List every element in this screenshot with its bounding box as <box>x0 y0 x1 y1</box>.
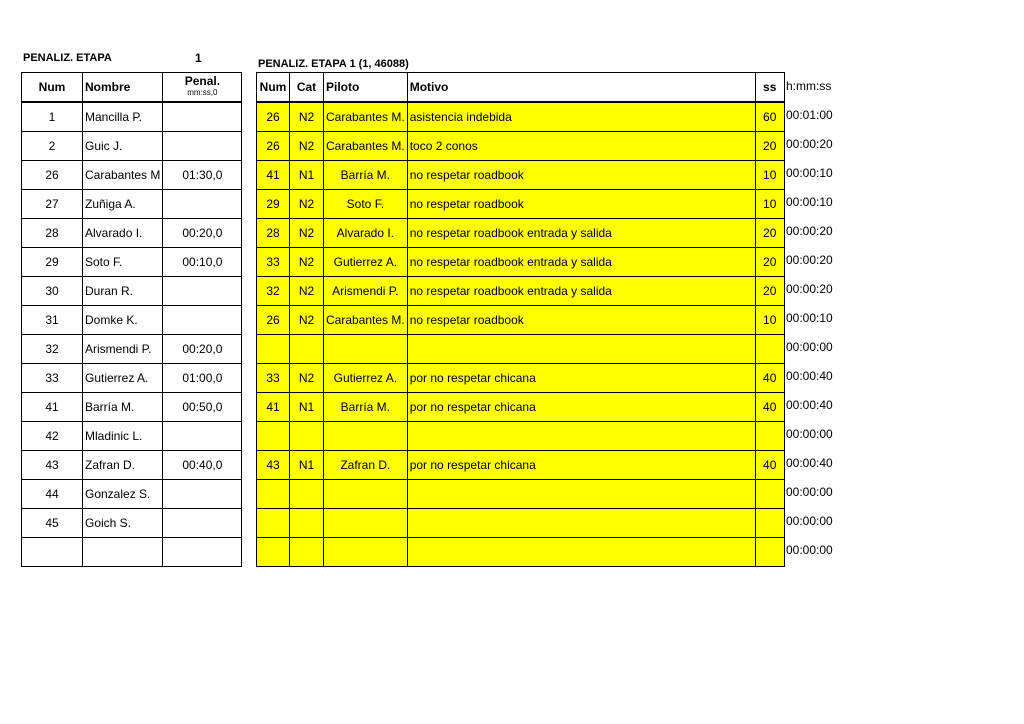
table-row <box>257 277 785 306</box>
penal-cell <box>163 480 242 509</box>
num-cell: 30 <box>22 277 83 306</box>
right-title: PENALIZ. ETAPA 1 (1, 46088) <box>258 58 409 70</box>
table-row <box>257 538 785 567</box>
table-row <box>22 422 242 451</box>
nombre-cell: Zafran D. <box>83 451 163 480</box>
penal-cell: 01:30,0 <box>163 161 242 190</box>
motivo-cell <box>407 480 755 509</box>
num-cell: 42 <box>22 422 83 451</box>
nombre-cell: Domke K. <box>83 306 163 335</box>
time-cell: 00:00:20 <box>786 224 833 238</box>
time-cell: 00:00:20 <box>786 253 833 267</box>
num-cell: 1 <box>22 102 83 132</box>
left-title: PENALIZ. ETAPA <box>23 52 112 64</box>
left-stage-number: 1 <box>195 51 202 65</box>
ss-cell: 20 <box>755 132 784 161</box>
col-time-header: h:mm:ss <box>786 79 832 93</box>
cat-cell <box>290 335 324 364</box>
num-cell <box>257 422 290 451</box>
piloto-cell: Gutierrez A. <box>324 248 408 277</box>
time-cell: 00:00:20 <box>786 137 833 151</box>
time-cell: 00:00:20 <box>786 282 833 296</box>
num-cell: 2 <box>22 132 83 161</box>
col-num-header: Num <box>257 73 290 103</box>
motivo-cell: por no respetar chicana <box>407 451 755 480</box>
num-cell: 33 <box>257 364 290 393</box>
time-cell: 00:00:00 <box>786 427 833 441</box>
ss-cell <box>755 509 784 538</box>
num-cell <box>257 538 290 567</box>
penal-label: Penal. <box>184 74 221 88</box>
time-cell: 00:00:00 <box>786 485 833 499</box>
num-cell: 27 <box>22 190 83 219</box>
table-row <box>257 102 785 132</box>
piloto-cell: Gutierrez A. <box>324 364 408 393</box>
nombre-cell: Mancilla P. <box>83 102 163 132</box>
piloto-cell <box>324 509 408 538</box>
penal-cell <box>163 190 242 219</box>
col-piloto-header: Piloto <box>324 73 408 103</box>
cat-cell: N1 <box>290 451 324 480</box>
table-row <box>257 451 785 480</box>
piloto-cell: Alvarado I. <box>324 219 408 248</box>
time-cell: 00:00:10 <box>786 166 833 180</box>
num-cell: 26 <box>257 306 290 335</box>
num-cell: 26 <box>257 102 290 132</box>
table-row <box>22 538 242 567</box>
cat-cell: N2 <box>290 102 324 132</box>
table-row <box>257 248 785 277</box>
nombre-cell: Arismendi P. <box>83 335 163 364</box>
nombre-cell: Zuñiga A. <box>83 190 163 219</box>
motivo-cell: no respetar roadbook entrada y salida <box>407 277 755 306</box>
cat-cell: N2 <box>290 190 324 219</box>
table-row <box>22 480 242 509</box>
num-cell: 33 <box>22 364 83 393</box>
ss-cell: 40 <box>755 451 784 480</box>
penal-cell <box>163 132 242 161</box>
cat-cell: N2 <box>290 306 324 335</box>
motivo-cell: por no respetar chicana <box>407 393 755 422</box>
penalty-summary-table <box>21 72 242 567</box>
time-cell: 00:00:00 <box>786 340 833 354</box>
col-cat-header: Cat <box>290 73 324 103</box>
piloto-cell: Carabantes M. <box>324 306 408 335</box>
motivo-cell: asistencia indebida <box>407 102 755 132</box>
ss-cell: 10 <box>755 161 784 190</box>
table-row <box>22 509 242 538</box>
table-row <box>22 277 242 306</box>
ss-cell: 20 <box>755 277 784 306</box>
cat-cell: N2 <box>290 364 324 393</box>
table-row <box>257 161 785 190</box>
piloto-cell: Carabantes M. <box>324 132 408 161</box>
penal-cell <box>163 277 242 306</box>
table-row <box>22 364 242 393</box>
ss-cell: 20 <box>755 248 784 277</box>
time-cell: 00:00:00 <box>786 514 833 528</box>
table-row <box>22 248 242 277</box>
nombre-cell: Mladinic L. <box>83 422 163 451</box>
nombre-cell: Soto F. <box>83 248 163 277</box>
num-cell: 44 <box>22 480 83 509</box>
num-cell <box>257 509 290 538</box>
table-row <box>22 335 242 364</box>
num-cell <box>22 538 83 567</box>
table-row <box>257 509 785 538</box>
nombre-cell: Barría M. <box>83 393 163 422</box>
penal-cell <box>163 102 242 132</box>
time-column <box>786 72 833 565</box>
num-cell: 33 <box>257 248 290 277</box>
table-row <box>257 422 785 451</box>
penal-cell: 00:40,0 <box>163 451 242 480</box>
table-row <box>22 451 242 480</box>
nombre-cell: Carabantes M <box>83 161 163 190</box>
piloto-cell: Barría M. <box>324 161 408 190</box>
penal-unit: mm:ss,0 <box>187 88 218 97</box>
table-row <box>257 132 785 161</box>
motivo-cell: no respetar roadbook <box>407 190 755 219</box>
piloto-cell <box>324 335 408 364</box>
table-row <box>257 306 785 335</box>
num-cell: 43 <box>257 451 290 480</box>
ss-cell <box>755 480 784 509</box>
table-row <box>22 219 242 248</box>
ss-cell: 40 <box>755 393 784 422</box>
table-row <box>22 306 242 335</box>
motivo-cell <box>407 422 755 451</box>
col-ss-header: ss <box>755 73 784 103</box>
num-cell: 26 <box>22 161 83 190</box>
num-cell: 31 <box>22 306 83 335</box>
num-cell: 41 <box>22 393 83 422</box>
time-cell: 00:00:10 <box>786 195 833 209</box>
time-cell: 00:01:00 <box>786 108 833 122</box>
ss-cell <box>755 538 784 567</box>
num-cell: 26 <box>257 132 290 161</box>
nombre-cell: Goich S. <box>83 509 163 538</box>
motivo-cell: no respetar roadbook <box>407 161 755 190</box>
time-cell: 00:00:40 <box>786 456 833 470</box>
num-cell: 29 <box>257 190 290 219</box>
table-row <box>257 480 785 509</box>
piloto-cell: Arismendi P. <box>324 277 408 306</box>
motivo-cell: no respetar roadbook entrada y salida <box>407 248 755 277</box>
penal-cell: 00:10,0 <box>163 248 242 277</box>
penalty-detail-table <box>256 72 785 567</box>
num-cell <box>257 480 290 509</box>
piloto-cell <box>324 480 408 509</box>
table-row <box>22 190 242 219</box>
cat-cell <box>290 538 324 567</box>
nombre-cell: Guic J. <box>83 132 163 161</box>
penal-cell <box>163 538 242 567</box>
cat-cell: N2 <box>290 248 324 277</box>
motivo-cell: no respetar roadbook entrada y salida <box>407 219 755 248</box>
penal-cell <box>163 306 242 335</box>
penal-cell: 01:00,0 <box>163 364 242 393</box>
num-cell: 41 <box>257 161 290 190</box>
nombre-cell: Alvarado I. <box>83 219 163 248</box>
num-cell: 32 <box>257 277 290 306</box>
ss-cell: 20 <box>755 219 784 248</box>
penal-cell <box>163 422 242 451</box>
table-row <box>22 161 242 190</box>
num-cell <box>257 335 290 364</box>
table-row <box>257 190 785 219</box>
time-cell: 00:00:10 <box>786 311 833 325</box>
piloto-cell <box>324 422 408 451</box>
num-cell: 32 <box>22 335 83 364</box>
ss-cell: 10 <box>755 190 784 219</box>
table-row <box>22 102 242 132</box>
cat-cell: N2 <box>290 219 324 248</box>
ss-cell <box>755 422 784 451</box>
num-cell: 43 <box>22 451 83 480</box>
cat-cell <box>290 509 324 538</box>
col-penal-header <box>163 73 242 103</box>
cat-cell <box>290 480 324 509</box>
piloto-cell: Soto F. <box>324 190 408 219</box>
nombre-cell: Gutierrez A. <box>83 364 163 393</box>
cat-cell <box>290 422 324 451</box>
motivo-cell: por no respetar chicana <box>407 364 755 393</box>
table-row <box>257 219 785 248</box>
piloto-cell: Barría M. <box>324 393 408 422</box>
num-cell: 28 <box>257 219 290 248</box>
ss-cell: 10 <box>755 306 784 335</box>
nombre-cell: Gonzalez S. <box>83 480 163 509</box>
motivo-cell <box>407 335 755 364</box>
num-cell: 41 <box>257 393 290 422</box>
motivo-cell <box>407 538 755 567</box>
motivo-cell: toco 2 conos <box>407 132 755 161</box>
col-nombre-header: Nombre <box>83 73 163 103</box>
penal-cell: 00:50,0 <box>163 393 242 422</box>
num-cell: 28 <box>22 219 83 248</box>
cat-cell: N1 <box>290 161 324 190</box>
time-cell: 00:00:00 <box>786 543 833 557</box>
cat-cell: N2 <box>290 132 324 161</box>
num-cell: 45 <box>22 509 83 538</box>
cat-cell: N2 <box>290 277 324 306</box>
nombre-cell <box>83 538 163 567</box>
ss-cell: 60 <box>755 102 784 132</box>
table-row <box>257 335 785 364</box>
table-row <box>22 393 242 422</box>
motivo-cell <box>407 509 755 538</box>
table-row <box>257 364 785 393</box>
penal-cell: 00:20,0 <box>163 335 242 364</box>
piloto-cell <box>324 538 408 567</box>
col-motivo-header: Motivo <box>407 73 755 103</box>
time-cell: 00:00:40 <box>786 398 833 412</box>
piloto-cell: Carabantes M. <box>324 102 408 132</box>
table-row <box>22 132 242 161</box>
col-num-header: Num <box>22 73 83 103</box>
cat-cell: N1 <box>290 393 324 422</box>
nombre-cell: Duran R. <box>83 277 163 306</box>
penal-cell: 00:20,0 <box>163 219 242 248</box>
ss-cell <box>755 335 784 364</box>
num-cell: 29 <box>22 248 83 277</box>
motivo-cell: no respetar roadbook <box>407 306 755 335</box>
piloto-cell: Zafran D. <box>324 451 408 480</box>
time-cell: 00:00:40 <box>786 369 833 383</box>
penal-cell <box>163 509 242 538</box>
table-row <box>257 393 785 422</box>
ss-cell: 40 <box>755 364 784 393</box>
